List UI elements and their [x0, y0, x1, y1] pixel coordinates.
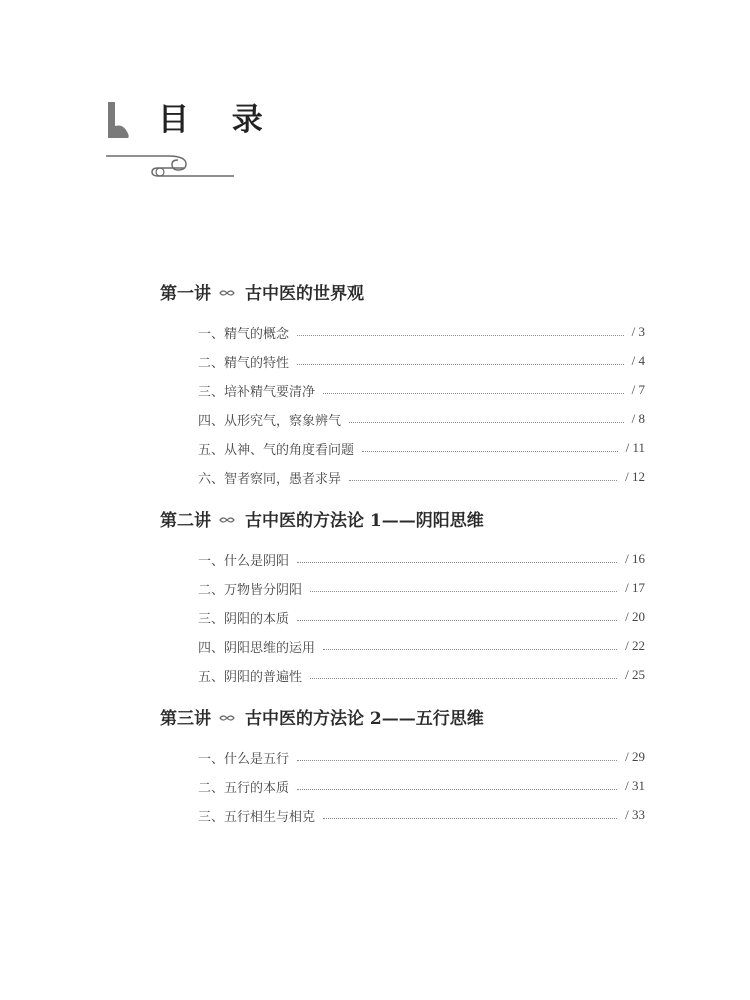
knot-ornament-icon — [219, 713, 235, 723]
toc-entry[interactable] — [198, 665, 645, 685]
entry-title: 五、从神、气的角度看问题 — [198, 442, 355, 458]
leader-dots — [323, 393, 624, 394]
chapter-label: 第二讲 — [160, 511, 211, 531]
page-number: / 25 — [625, 667, 645, 682]
entry-title: 四、从形究气，察象辨气 — [198, 413, 342, 429]
entry-title: 二、精气的特性 — [198, 355, 290, 371]
toc-entry[interactable] — [198, 351, 645, 371]
entry-title: 三、阴阳的本质 — [198, 611, 290, 627]
leader-dots — [362, 451, 618, 452]
entry-title: 二、五行的本质 — [198, 780, 290, 796]
toc-entry[interactable] — [198, 438, 645, 458]
page-number: / 20 — [625, 609, 645, 624]
page-number: / 4 — [631, 353, 645, 368]
leader-dots — [297, 620, 617, 621]
page-number: / 8 — [631, 411, 645, 426]
leader-dots — [310, 591, 617, 592]
entry-title: 一、什么是五行 — [198, 751, 290, 767]
toc-entry[interactable] — [198, 747, 645, 767]
chapter-label: 第一讲 — [160, 284, 211, 304]
entry-title: 一、精气的概念 — [198, 326, 290, 342]
leader-dots — [310, 678, 617, 679]
knot-ornament-icon — [219, 515, 235, 525]
page-number: / 29 — [625, 749, 645, 764]
chapter-heading[interactable] — [160, 705, 484, 733]
toc-entry[interactable] — [198, 607, 645, 627]
entry-title: 三、培补精气要清净 — [198, 384, 316, 400]
chapter-title: 古中医的世界观 — [245, 284, 364, 304]
leader-dots — [349, 480, 617, 481]
page-title: 目 录 — [158, 102, 279, 138]
entry-title: 四、阴阳思维的运用 — [198, 640, 316, 656]
entry-title: 六、智者察同，愚者求异 — [198, 471, 342, 487]
title-ornament-icon — [104, 100, 134, 140]
toc-entry[interactable] — [198, 578, 645, 598]
entry-title: 五、阴阳的普遍性 — [198, 669, 303, 685]
chapter-title: 古中医的方法论 2——五行思维 — [245, 709, 484, 729]
chapter-title: 古中医的方法论 1——阴阳思维 — [245, 511, 484, 531]
page-number: / 12 — [625, 469, 645, 484]
entry-title: 二、万物皆分阴阳 — [198, 582, 303, 598]
toc-entry[interactable] — [198, 409, 645, 429]
leader-dots — [323, 818, 617, 819]
leader-dots — [349, 422, 624, 423]
knot-ornament-icon — [219, 288, 235, 298]
toc-entry[interactable] — [198, 805, 645, 825]
toc-entry[interactable] — [198, 467, 645, 487]
leader-dots — [323, 649, 617, 650]
leader-dots — [297, 364, 624, 365]
leader-dots — [297, 789, 617, 790]
toc-entry[interactable] — [198, 322, 645, 342]
page-number: / 16 — [625, 551, 645, 566]
chapter-heading[interactable] — [160, 507, 484, 535]
leader-dots — [297, 335, 624, 336]
page-number: / 22 — [625, 638, 645, 653]
page-number: / 31 — [625, 778, 645, 793]
page-number: / 17 — [625, 580, 645, 595]
leader-dots — [297, 760, 617, 761]
toc-entry[interactable] — [198, 380, 645, 400]
page-number: / 7 — [631, 382, 645, 397]
toc-entry[interactable] — [198, 636, 645, 656]
chapter-heading[interactable] — [160, 280, 364, 308]
leader-dots — [297, 562, 617, 563]
toc-entry[interactable] — [198, 549, 645, 569]
entry-title: 一、什么是阴阳 — [198, 553, 290, 569]
chapter-label: 第三讲 — [160, 709, 211, 729]
divider-ornament-icon — [104, 150, 239, 182]
page-number: / 11 — [625, 440, 645, 455]
page-number: / 33 — [625, 807, 645, 822]
page-number: / 3 — [631, 324, 645, 339]
entry-title: 三、五行相生与相克 — [198, 809, 316, 825]
toc-entry[interactable] — [198, 776, 645, 796]
